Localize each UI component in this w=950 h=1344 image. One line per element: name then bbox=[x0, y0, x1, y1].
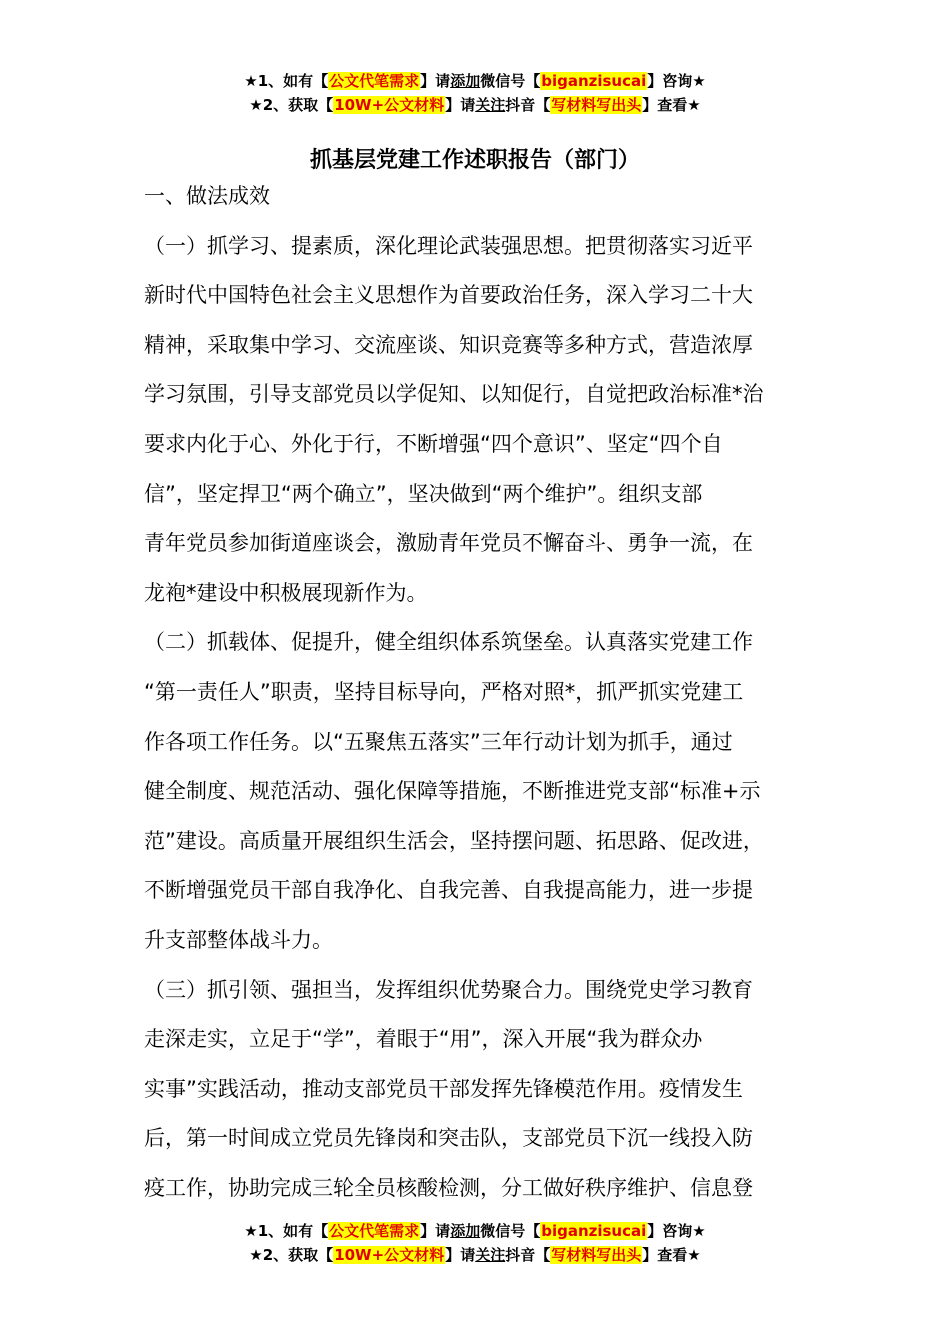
promo-line-2 bbox=[0, 93, 950, 117]
promo-text: 】请 bbox=[445, 1246, 476, 1264]
promo-line-1 bbox=[0, 69, 950, 93]
promo-text: 】查看★ bbox=[642, 1246, 701, 1264]
promo-highlight: 10W+公文材料 bbox=[334, 1246, 445, 1264]
paragraph-line: “第一责任人”职责，坚持目标导向，严格对照*，抓严抓实党建工 bbox=[144, 679, 744, 704]
paragraph-line: 走深走实，立足于“学”，着眼于“用”，深入开展“我为群众办 bbox=[144, 1027, 703, 1052]
paragraph-line: 要求内化于心、外化于行，不断增强“四个意识”、坚定“四个自 bbox=[144, 431, 723, 456]
paragraph-1 bbox=[144, 222, 824, 619]
paragraph-line: 疫工作，协助完成三轮全员核酸检测，分工做好秩序维护、信息登 bbox=[144, 1175, 753, 1200]
promo-footer bbox=[0, 1219, 950, 1267]
promo-highlight: 公文代笔需求 bbox=[329, 1222, 420, 1240]
section-heading: 一、做法成效 bbox=[144, 184, 270, 208]
promo-text: 】咨询★ bbox=[647, 72, 706, 90]
promo-highlight: 写材料写出头 bbox=[551, 96, 642, 114]
paragraph-2 bbox=[144, 618, 824, 965]
promo-highlight: 10W+公文材料 bbox=[334, 96, 445, 114]
paragraph-line: 精神，采取集中学习、交流座谈、知识竞赛等多种方式，营造浓厚 bbox=[144, 332, 753, 357]
promo-text: ★2、获取【 bbox=[249, 96, 334, 114]
promo-line-1 bbox=[0, 1219, 950, 1243]
promo-underlined: 添加 bbox=[450, 1222, 481, 1240]
promo-header bbox=[0, 69, 950, 117]
paragraph-line: 新时代中国特色社会主义思想作为首要政治任务，深入学习二十大 bbox=[144, 283, 753, 308]
paragraph-line: （二）抓载体、促提升，健全组织体系筑堡垒。认真落实党建工作 bbox=[144, 630, 753, 655]
promo-text: 抖音【 bbox=[505, 96, 551, 114]
promo-highlight: biganzisucai bbox=[541, 72, 647, 90]
paragraph-line: （三）抓引领、强担当，发挥组织优势聚合力。围绕党史学习教育 bbox=[144, 977, 753, 1002]
promo-line-2 bbox=[0, 1243, 950, 1267]
paragraph-line: （一）抓学习、提素质，深化理论武装强思想。把贯彻落实习近平 bbox=[144, 233, 753, 258]
paragraph-line: 升支部整体战斗力。 bbox=[144, 927, 333, 952]
paragraph-line: 实事”实践活动，推动支部党员干部发挥先锋模范作用。疫情发生 bbox=[144, 1076, 743, 1101]
promo-text: 】咨询★ bbox=[647, 1222, 706, 1240]
promo-text: 微信号【 bbox=[480, 72, 541, 90]
promo-text: 】请 bbox=[420, 1222, 451, 1240]
paragraph-line: 后，第一时间成立党员先锋岗和突击队，支部党员下沉一线投入防 bbox=[144, 1126, 753, 1151]
promo-text: 】请 bbox=[420, 72, 451, 90]
promo-highlight: biganzisucai bbox=[541, 1222, 647, 1240]
promo-highlight: 写材料写出头 bbox=[551, 1246, 642, 1264]
promo-highlight: 公文代笔需求 bbox=[329, 72, 420, 90]
promo-text: ★1、如有【 bbox=[244, 72, 329, 90]
promo-underlined: 关注 bbox=[475, 96, 506, 114]
document-title: 抓基层党建工作述职报告（部门） bbox=[309, 147, 640, 173]
promo-text: ★1、如有【 bbox=[244, 1222, 329, 1240]
promo-text: 抖音【 bbox=[505, 1246, 551, 1264]
paragraph-line: 学习氛围，引导支部党员以学促知、以知促行，自觉把政治标准*治 bbox=[144, 382, 764, 407]
promo-text: 微信号【 bbox=[480, 1222, 541, 1240]
paragraph-line: 作各项工作任务。以“五聚焦五落实”三年行动计划为抓手，通过 bbox=[144, 729, 733, 754]
promo-underlined: 添加 bbox=[450, 72, 481, 90]
promo-text: 】查看★ bbox=[642, 96, 701, 114]
document-body bbox=[144, 172, 824, 1213]
paragraph-line: 健全制度、规范活动、强化保障等措施，不断推进党支部“标准+示 bbox=[144, 779, 761, 804]
paragraph-3 bbox=[144, 966, 824, 1214]
paragraph-line: 不断增强党员干部自我净化、自我完善、自我提高能力，进一步提 bbox=[144, 878, 753, 903]
promo-text: ★2、获取【 bbox=[249, 1246, 334, 1264]
promo-text: 】请 bbox=[445, 96, 476, 114]
paragraph-line: 信”，坚定捍卫“两个确立”，坚决做到“两个维护”。组织支部 bbox=[144, 481, 703, 506]
promo-underlined: 关注 bbox=[475, 1246, 506, 1264]
paragraph-line: 范”建设。高质量开展组织生活会，坚持摆问题、拓思路、促改进， bbox=[144, 828, 764, 853]
paragraph-line: 青年党员参加街道座谈会，激励青年党员不懈奋斗、勇争一流，在 bbox=[144, 531, 753, 556]
paragraph-line: 龙袍*建设中积极展现新作为。 bbox=[144, 580, 428, 605]
